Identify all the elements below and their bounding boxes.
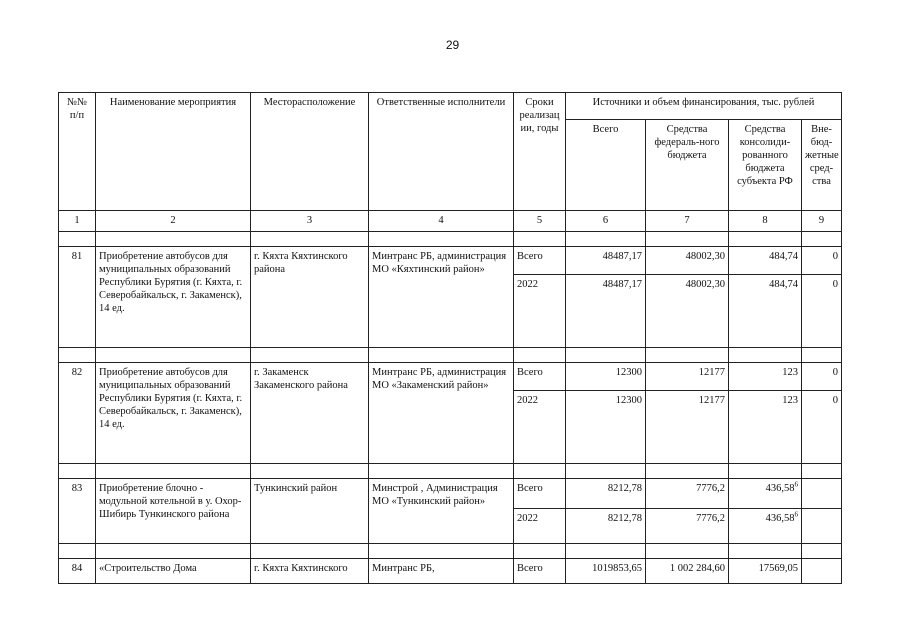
location: г. Кяхта Кяхтинского района <box>251 247 369 348</box>
header-federal: Средства федераль-ного бюджета <box>646 120 729 211</box>
regional-value <box>729 509 802 544</box>
header-location: Месторасположение <box>251 93 369 211</box>
measure-name: Приобретение автобусов для муниципальных образований Республики Бурятия (г. Кяхта, г. Северобайкальск, г. Закаменск), 14 ед. <box>96 247 251 348</box>
measure-name: Приобретение блочно - модульной котельной в у. Охор-Шибирь Тункинского района <box>96 479 251 544</box>
regional-value: 484,74 <box>729 275 802 348</box>
column-number: 6 <box>566 211 646 232</box>
total-value: 12300 <box>566 391 646 464</box>
spacer-row <box>59 544 842 559</box>
table-row <box>59 363 842 391</box>
responsible: Минтранс РБ, администрация МО «Кяхтинский район» <box>369 247 514 348</box>
measure-name: «Строительство Дома <box>96 559 251 584</box>
row-number: 82 <box>59 363 96 464</box>
header-total: Всего <box>566 120 646 211</box>
term: Всего <box>514 247 566 275</box>
column-number: 8 <box>729 211 802 232</box>
offbudget-value: 0 <box>802 363 842 391</box>
responsible: Минтранс РБ, администрация МО «Закаменский район» <box>369 363 514 464</box>
regional-value: 123 <box>729 391 802 464</box>
column-number: 9 <box>802 211 842 232</box>
location: г. Закаменск Закаменского района <box>251 363 369 464</box>
row-number: 81 <box>59 247 96 348</box>
header-responsible: Ответственные исполнители <box>369 93 514 211</box>
spacer-row <box>59 232 842 247</box>
column-number: 3 <box>251 211 369 232</box>
column-number: 7 <box>646 211 729 232</box>
header-regional: Средства консолиди-рованного бюджета субъекта РФ <box>729 120 802 211</box>
offbudget-value <box>802 479 842 509</box>
federal-value: 12177 <box>646 363 729 391</box>
total-value: 8212,78 <box>566 479 646 509</box>
regional-value: 123 <box>729 363 802 391</box>
row-number: 84 <box>59 559 96 584</box>
column-number-row <box>59 211 842 232</box>
column-number: 1 <box>59 211 96 232</box>
column-number: 5 <box>514 211 566 232</box>
federal-value: 1 002 284,60 <box>646 559 729 584</box>
total-value: 48487,17 <box>566 247 646 275</box>
responsible: Минтранс РБ, <box>369 559 514 584</box>
regional-value: 484,74 <box>729 247 802 275</box>
federal-value: 7776,2 <box>646 509 729 544</box>
header-financing: Источники и объем финансирования, тыс. рублей <box>566 93 842 120</box>
total-value: 48487,17 <box>566 275 646 348</box>
federal-value: 48002,30 <box>646 247 729 275</box>
header-offbudget: Вне-бюд-жетные сред-ства <box>802 120 842 211</box>
term: Всего <box>514 559 566 584</box>
page-number: 29 <box>445 38 460 52</box>
financing-table <box>58 92 842 584</box>
responsible: Минстрой , Администрация МО «Тункинский район» <box>369 479 514 544</box>
term: Всего <box>514 363 566 391</box>
header-terms: Сроки реализац ии, годы <box>514 93 566 211</box>
table-row <box>59 479 842 509</box>
federal-value: 7776,2 <box>646 479 729 509</box>
regional-amount: 436,58 <box>765 513 795 524</box>
offbudget-value <box>802 509 842 544</box>
federal-value: 48002,30 <box>646 275 729 348</box>
offbudget-value <box>802 559 842 584</box>
total-value: 12300 <box>566 363 646 391</box>
regional-value: 17569,05 <box>729 559 802 584</box>
table-row <box>59 559 842 584</box>
term: 2022 <box>514 275 566 348</box>
column-number: 2 <box>96 211 251 232</box>
term: Всего <box>514 479 566 509</box>
spacer-row <box>59 348 842 363</box>
regional-amount: 436,58 <box>765 483 795 494</box>
measure-name: Приобретение автобусов для муниципальных образований Республики Бурятия (г. Кяхта, г. Северобайкальск, г. Закаменск), 14 ед. <box>96 363 251 464</box>
table-row <box>59 247 842 275</box>
row-number: 83 <box>59 479 96 544</box>
table-header-row <box>59 93 842 120</box>
header-num: №№ п/п <box>59 93 96 211</box>
offbudget-value: 0 <box>802 391 842 464</box>
location: г. Кяхта Кяхтинского <box>251 559 369 584</box>
footnote-marker: 6 <box>794 510 798 519</box>
spacer-row <box>59 464 842 479</box>
federal-value: 12177 <box>646 391 729 464</box>
term: 2022 <box>514 391 566 464</box>
total-value: 1019853,65 <box>566 559 646 584</box>
footnote-marker: 6 <box>794 480 798 489</box>
regional-value <box>729 479 802 509</box>
term: 2022 <box>514 509 566 544</box>
header-name: Наименование мероприятия <box>96 93 251 211</box>
location: Тункинский район <box>251 479 369 544</box>
offbudget-value: 0 <box>802 275 842 348</box>
column-number: 4 <box>369 211 514 232</box>
offbudget-value: 0 <box>802 247 842 275</box>
total-value: 8212,78 <box>566 509 646 544</box>
